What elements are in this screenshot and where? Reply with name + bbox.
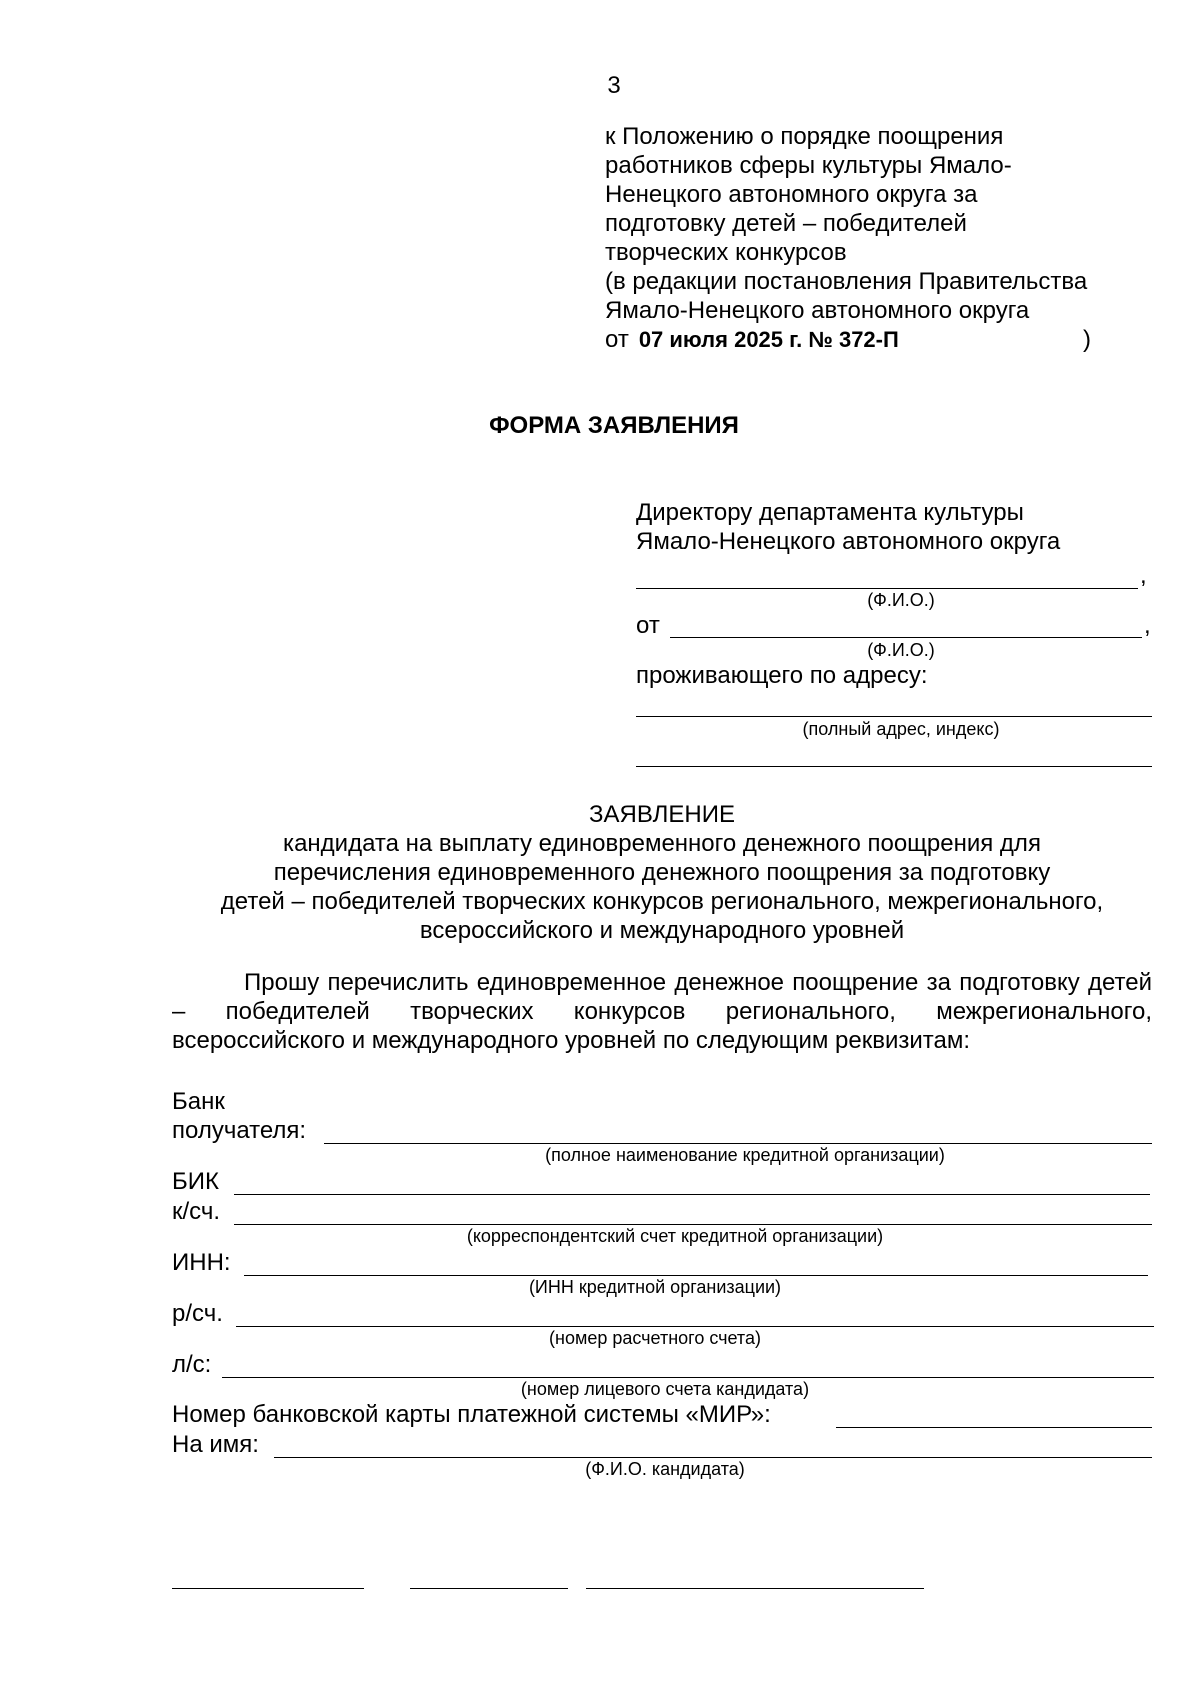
decree-date: 07 июля 2025 г. № 372-П (638, 327, 899, 352)
director-name-field[interactable] (636, 588, 1138, 589)
header-line: Ненецкого автономного округа за (605, 181, 978, 208)
comma: , (1140, 562, 1147, 589)
name-label: На имя: (172, 1431, 259, 1458)
header-line: к Положению о порядке поощрения (605, 123, 1004, 150)
ls-field[interactable] (222, 1377, 1154, 1378)
header-line: работников сферы культуры Ямало- (605, 152, 1012, 179)
ls-hint: (номер лицевого счета кандидата) (520, 1379, 810, 1399)
from-label: от (636, 612, 660, 639)
date-suffix: ) (1083, 326, 1091, 353)
header-line: подготовку детей – победителей (605, 210, 967, 237)
bank-label: Банк (172, 1088, 225, 1115)
date-prefix: от (605, 326, 629, 353)
bik-label: БИК (172, 1168, 219, 1195)
statement-body (172, 968, 1152, 1055)
ks-field[interactable] (234, 1224, 1152, 1225)
statement-title: ЗАЯВЛЕНИЕ (589, 801, 735, 828)
ls-label: л/с: (172, 1351, 212, 1378)
form-title: ФОРМА ЗАЯВЛЕНИЯ (489, 412, 739, 439)
address-hint: (полный адрес, индекс) (802, 719, 1000, 739)
applicant-name-field[interactable] (670, 637, 1142, 638)
name-hint: (Ф.И.О. кандидата) (585, 1459, 745, 1479)
bank-hint: (полное наименование кредитной организации) (545, 1145, 945, 1165)
statement-body-text: Прошу перечислить единовременное денежное поощрение за подготовку детей – победителей творческих конкурсов регионального, межрегионального, всероссийского и международного уровней по следующим реквизитам: (172, 969, 1152, 1054)
page-number: 3 (607, 72, 621, 99)
address-field[interactable] (636, 716, 1152, 717)
statement-subtitle-line: кандидата на выплату единовременного денежного поощрения для (283, 830, 1041, 857)
date-signature-line[interactable] (172, 1588, 364, 1589)
header-line: творческих конкурсов (605, 239, 847, 266)
name-signature-line[interactable] (586, 1588, 924, 1589)
bank-name-field[interactable] (324, 1143, 1152, 1144)
statement-subtitle-line: перечисления единовременного денежного поощрения за подготовку (273, 859, 1051, 886)
fio-hint: (Ф.И.О.) (867, 640, 935, 660)
statement-subtitle-line: детей – победителей творческих конкурсов регионального, межрегионального, (220, 888, 1104, 915)
rs-label: р/сч. (172, 1300, 223, 1327)
addressee-line: Ямало-Ненецкого автономного округа (636, 528, 1061, 555)
inn-label: ИНН: (172, 1249, 231, 1276)
header-line: Ямало-Ненецкого автономного округа (605, 297, 1030, 324)
addressee-block (636, 498, 1156, 556)
header-line: (в редакции постановления Правительства (605, 268, 1088, 295)
fio-hint: (Ф.И.О.) (867, 590, 935, 610)
address-field-2[interactable] (636, 766, 1152, 767)
decree-date-line (605, 325, 1165, 354)
ks-hint: (корреспондентский счет кредитной организации) (466, 1226, 884, 1246)
statement-heading (172, 800, 1152, 945)
card-label: Номер банковской карты платежной системы «МИР»: (172, 1401, 771, 1428)
bik-field[interactable] (234, 1194, 1150, 1195)
comma: , (1144, 612, 1151, 639)
bank-label-2: получателя: (172, 1117, 307, 1144)
addressee-line: Директору департамента культуры (636, 499, 1024, 526)
name-field[interactable] (274, 1457, 1152, 1458)
statement-subtitle-line: всероссийского и международного уровней (419, 917, 905, 944)
inn-hint: (ИНН кредитной организации) (528, 1277, 782, 1297)
header-reference (605, 122, 1165, 354)
rs-hint: (номер расчетного счета) (549, 1328, 761, 1348)
card-field[interactable] (836, 1427, 1152, 1428)
signature-line[interactable] (410, 1588, 568, 1589)
residing-label: проживающего по адресу: (636, 662, 928, 689)
rs-field[interactable] (236, 1326, 1154, 1327)
ks-label: к/сч. (172, 1198, 221, 1225)
inn-field[interactable] (244, 1275, 1148, 1276)
